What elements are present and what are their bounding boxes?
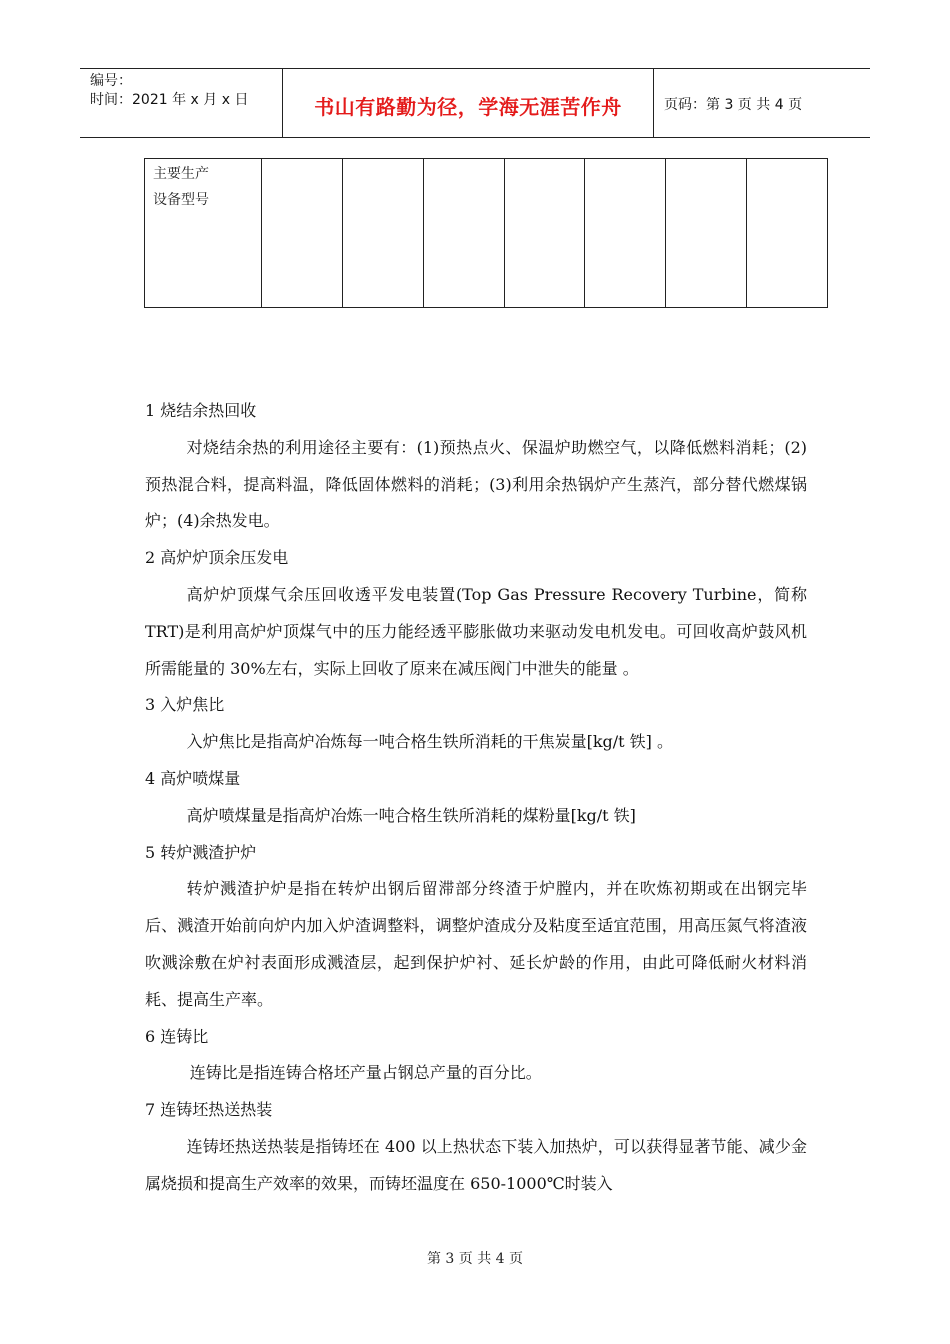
header-page-info: [654, 69, 870, 137]
table-cell: [747, 159, 828, 308]
section-paragraph: 连铸坯热送热装是指铸坯在 400 以上热状态下装入加热炉，可以获得显著节能、减少金属烧损和提高生产效率的效果，而铸坯温度在 650-1000℃时装入: [145, 1136, 807, 1193]
header-motto-cell: [283, 69, 654, 137]
section-heading: 1 烧结余热回收: [145, 401, 257, 420]
table-cell: [585, 159, 666, 308]
equipment-label: 主要生产设备型号: [153, 166, 209, 208]
equipment-table: [144, 158, 828, 308]
section-paragraph: 对烧结余热的利用途径主要有：(1)预热点火、保温炉助燃空气，以降低燃料消耗；(2)预热混合料，提高料温，降低固体燃料的消耗；(3)利用余热锅炉产生蒸汽，部分替代燃煤锅炉；(4)余热发电。: [145, 437, 807, 531]
page-footer: 第 3 页 共 4 页: [426, 1251, 524, 1267]
table-cell: [504, 159, 585, 308]
section-heading: 5 转炉溅渣护炉: [145, 842, 257, 862]
table-row: [145, 159, 828, 308]
section-heading: 7 连铸坯热送热装: [145, 1100, 273, 1120]
section-heading: 2 高炉炉顶余压发电: [145, 548, 289, 568]
page-header: [80, 68, 870, 138]
section-paragraph: 高炉炉顶煤气余压回收透平发电装置(Top Gas Pressure Recovery Turbine，简称 TRT)是利用高炉炉顶煤气中的压力能经透平膨胀做功来驱动发电机发电。可回收高炉鼓风机所需能量的 30%左右，实际上回收了原来在减压阀门中泄失的能量 。: [145, 584, 807, 678]
page-info: 页码：第 3 页 共 4 页: [664, 97, 803, 113]
equipment-label-cell: [145, 159, 262, 308]
section-paragraph: 高炉喷煤量是指高炉冶炼一吨合格生铁所消耗的煤粉量[kg/t 铁]: [186, 805, 636, 825]
header-meta: [80, 69, 283, 137]
date-text: 时间：2021 年 x 月 x 日: [90, 92, 249, 108]
section-paragraph: 连铸比是指连铸合格坯产量占钢总产量的百分比。: [189, 1063, 542, 1083]
section-paragraph: 转炉溅渣护炉是指在转炉出钢后留滞部分终渣于炉膛内，并在吹炼初期或在出钢完毕后、溅渣开始前向炉内加入炉渣调整料，调整炉渣成分及粘度至适宜范围，用高压氮气将渣液吹溅涂敷在炉衬表面形成溅渣层，起到保护炉衬、延长炉龄的作用，由此可降低耐火材料消耗、提高生产率。: [145, 879, 807, 1009]
table-cell: [342, 159, 423, 308]
section-paragraph: 入炉焦比是指高炉冶炼每一吨合格生铁所消耗的干焦炭量[kg/t 铁] 。: [186, 732, 674, 752]
section-heading: 4 高炉喷煤量: [145, 768, 241, 788]
section-heading: 3 入炉焦比: [145, 695, 225, 715]
document-body: [145, 393, 807, 1203]
section-heading: 6 连铸比: [145, 1026, 209, 1046]
code-label: 编号：: [90, 73, 132, 89]
table-cell: [666, 159, 747, 308]
table-cell: [262, 159, 343, 308]
table-cell: [423, 159, 504, 308]
motto: 书山有路勤为径，学海无涯苦作舟: [314, 95, 622, 119]
